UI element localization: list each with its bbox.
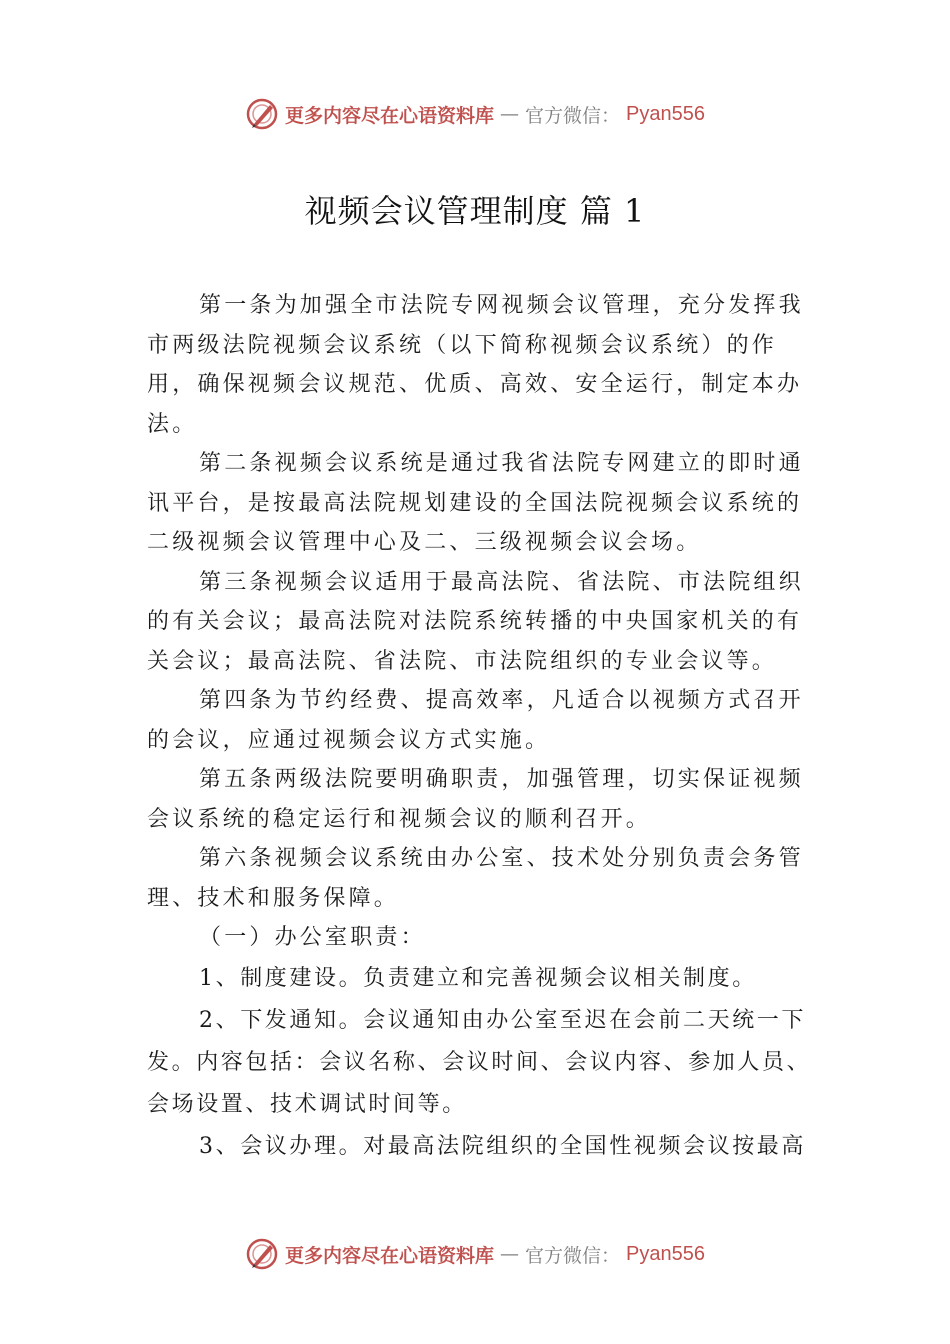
section-heading: （一）办公室职责： [199,925,426,950]
list-item: 3、会议办理。对最高法院组织的全国性视频会议按最高 [199,1133,806,1159]
watermark-dash: — [500,1243,520,1265]
document-body [147,286,827,1168]
watermark-site-name: 更多内容尽在心语资料库 [285,1244,495,1267]
article-paragraph: 第四条为节约经费、提高效率，凡适合以视频方式召开的会议，应通过视频会议方式实施。 [147,688,804,753]
article-paragraph: 第一条为加强全市法院专网视频会议管理，充分发挥我市两级法院视频会议系统（以下简称视频会议系统）的作用，确保视频会议规范、优质、高效、安全运行，制定本办法。 [147,293,804,437]
list-item: 2、下发通知。会议通知由办公室至迟在会前二天统一下发。内容包括：会议名称、会议时间、会议内容、参加人员、会场设置、技术调试时间等。 [147,1007,812,1117]
watermark-label: 官方微信： [525,104,621,127]
article-paragraph: 第五条两级法院要明确职责，加强管理，切实保证视频会议系统的稳定运行和视频会议的顺利召开。 [147,767,804,832]
watermark-site-name: 更多内容尽在心语资料库 [285,104,495,127]
list-item: 1、制度建设。负责建立和完善视频会议相关制度。 [199,965,757,991]
watermark-footer [0,1232,950,1276]
watermark-label: 官方微信： [525,1244,621,1267]
article-paragraph: 第六条视频会议系统由办公室、技术处分别负责会务管理、技术和服务保障。 [147,846,804,911]
article-paragraph: 第二条视频会议系统是通过我省法院专网建立的即时通讯平台，是按最高法院规划建设的全国法院视频会议系统的二级视频会议管理中心及二、三级视频会议会场。 [147,451,804,555]
watermark-dash: — [500,103,520,125]
document-title: 视频会议管理制度 篇 1 [304,192,646,230]
article-paragraph: 第三条视频会议适用于最高法院、省法院、市法院组织的有关会议；最高法院对法院系统转播的中央国家机关的有关会议；最高法院、省法院、市法院组织的专业会议等。 [147,569,804,674]
pen-circle-icon [245,1237,279,1271]
watermark-header [0,92,950,136]
watermark-wechat-id: Pyan556 [626,1242,705,1265]
watermark-wechat-id: Pyan556 [626,102,705,125]
pen-circle-icon [245,97,279,131]
